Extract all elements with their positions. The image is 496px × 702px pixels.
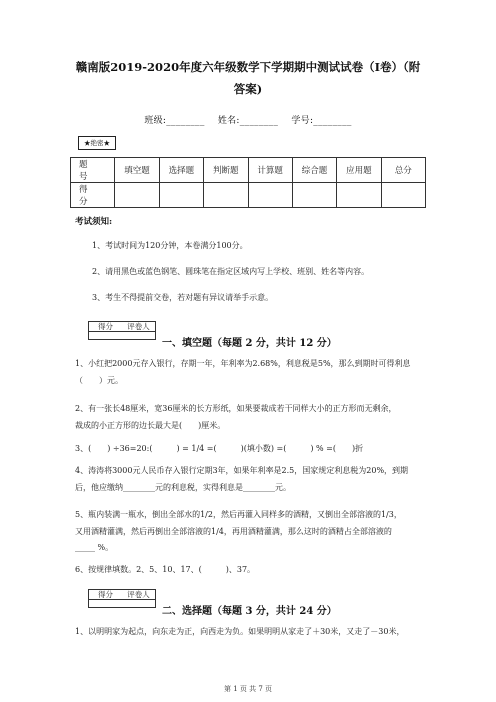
question-line: （ ）元。: [75, 375, 123, 385]
score-table-header-row: [71, 158, 426, 183]
score-table-cell: 综合题: [292, 158, 336, 183]
question-line: 2、有一张长48厘米，宽36厘米的长方形纸，如果要裁成若干同样大小的正方形而无剩余，: [75, 404, 397, 413]
exam-title: [40, 56, 456, 100]
grader-box: [88, 321, 156, 340]
notes-title: 考试须知:: [75, 217, 113, 227]
score-table: [70, 157, 426, 208]
grader-box: [88, 589, 156, 608]
question-line: 6、按规律填数。2、5、10、17、( )、37。: [75, 565, 256, 574]
question-line: 裁成的小正方形的边长最大是( )厘米。: [75, 420, 226, 430]
question-5: [75, 507, 425, 557]
score-table-cell: [115, 183, 159, 208]
student-info: [0, 113, 496, 126]
question-3: [75, 441, 425, 458]
score-table-cell: [159, 183, 203, 208]
score-table-cell: 填空题: [115, 158, 159, 183]
question-1: [75, 356, 425, 389]
class-field: 班级:________: [144, 116, 205, 126]
section-1-title: 一、填空题（每题 2 分，共计 12 分）: [162, 338, 337, 349]
note-item: 3、考生不得提前交卷，若对题有异议请举手示意。: [92, 293, 274, 302]
question-line: 后，他应缴纳________元的利息税，实得利息是________元。: [75, 482, 291, 492]
score-table-cell: [292, 183, 336, 208]
title-line-1: 赣南版2019-2020年度六年级数学下学期期中测试试卷（I卷）（附: [75, 60, 421, 74]
page-footer: 第 1 页 共 7 页: [223, 685, 273, 693]
grader-name-label: 评卷人: [127, 322, 150, 331]
score-table-cell: [381, 183, 425, 208]
score-table-cell: 应用题: [337, 158, 381, 183]
section-2-title: 二、选择题（每题 3 分，共计 24 分）: [162, 606, 337, 617]
score-table-cell: 得 分: [71, 183, 115, 208]
question-6: [75, 562, 425, 579]
question-line: 1、小红把2000元存入银行，存期一年，年利率为2.68%，利息税是5%，那么到期时可得利息: [75, 359, 411, 368]
note-item: 2、请用黑色或蓝色钢笔、圆珠笔在指定区域内写上学校、班别、姓名等内容。: [92, 267, 370, 276]
question-line: 3、( ) ÷36=20:( ) = 1/4 =( )(填小数) =( ) % =( )折: [75, 444, 364, 453]
question-2-1: [75, 624, 425, 641]
question-line: _____ %。: [75, 543, 114, 552]
score-table-score-row: [71, 183, 426, 208]
id-field: 学号:________: [291, 116, 352, 126]
score-table-cell: [248, 183, 292, 208]
secret-badge: ★绝密★: [78, 136, 116, 150]
note-item: 1、考试时间为120分钟，本卷满分100分。: [92, 241, 248, 250]
question-4: [75, 463, 425, 496]
score-table-cell: 判断题: [204, 158, 248, 183]
question-line: 又用酒精灌满，然后再倒出全部溶液的1/4，再用酒精灌满，那么这时的酒精占全部溶液的: [75, 526, 392, 536]
title-line-2: 答案): [233, 82, 263, 96]
score-table-cell: 选择题: [159, 158, 203, 183]
question-line: 4、涛涛将3000元人民币存入银行定期3年，如果年利率是2.5，国家规定利息税为20%，到期: [75, 466, 409, 475]
name-field: 姓名:________: [217, 116, 279, 126]
score-table-cell: 题 号: [71, 158, 115, 183]
score-table-cell: 总分: [381, 158, 425, 183]
grader-name-label: 评卷人: [127, 590, 150, 599]
grader-score-label: 得分: [98, 322, 113, 331]
question-line: 5、瓶内装满一瓶水，倒出全部水的1/2，然后再灌入同样多的酒精，又倒出全部溶液的1/3，: [75, 510, 402, 519]
score-table-cell: [204, 183, 248, 208]
grader-score-label: 得分: [98, 590, 113, 599]
question-2: [75, 401, 425, 434]
score-table-cell: [337, 183, 381, 208]
question-line: 1、以明明家为起点，向东走为正，向西走为负。如果明明从家走了＋30米，又走了－30米，: [75, 627, 405, 636]
score-table-cell: 计算题: [248, 158, 292, 183]
